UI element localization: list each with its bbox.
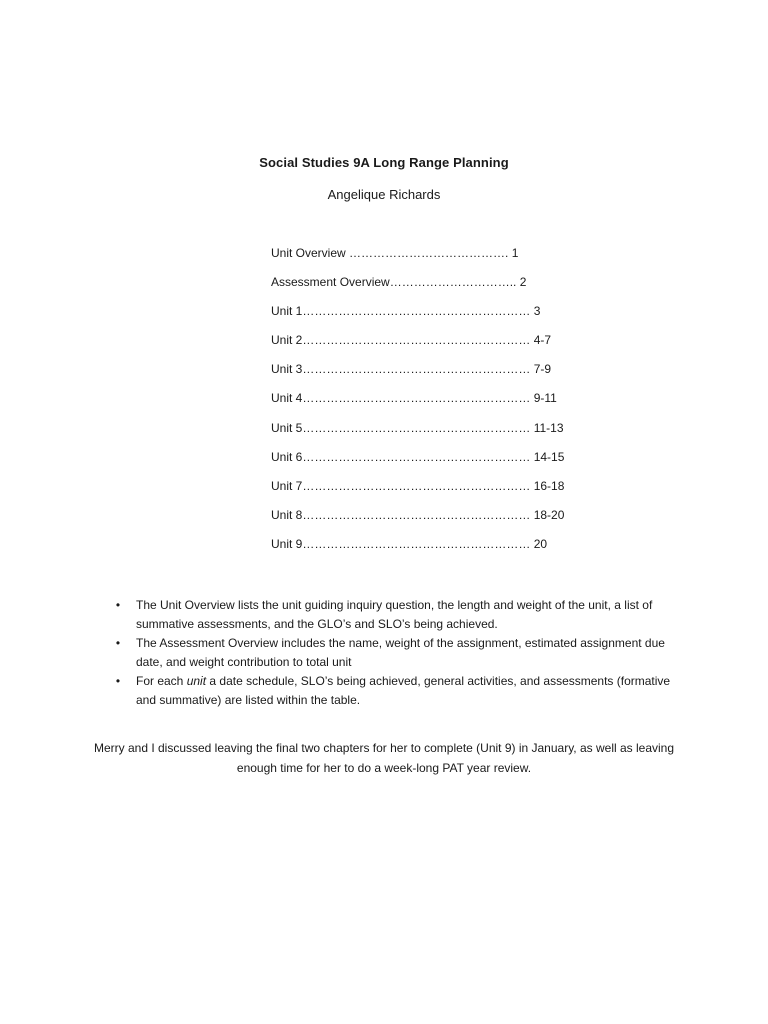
toc-label: Unit 4 (271, 391, 303, 406)
toc-entry-unit-overview (271, 246, 571, 275)
toc-leader: ………………………………………………… (302, 333, 531, 348)
toc-label: Unit Overview (271, 246, 350, 260)
toc-label: Unit 5 (271, 420, 303, 435)
bullet-item-unit-schedule (113, 672, 673, 710)
toc-leader: ………………………………………………… (302, 420, 531, 435)
toc-page: 11-13 (530, 420, 564, 435)
toc-entry-assessment-overview (271, 275, 571, 304)
toc-label: Unit 2 (271, 333, 303, 348)
toc-label: Unit 8 (271, 507, 303, 522)
toc-entry-unit-5 (271, 421, 571, 450)
toc-entry-unit-7 (271, 479, 571, 508)
toc-page: 9-11 (530, 391, 557, 406)
toc-page: 16-18 (530, 478, 565, 493)
bullet-text: For each (136, 674, 187, 688)
toc-leader: ………………………………………………… (302, 507, 531, 522)
toc-label: Unit 6 (271, 449, 303, 464)
toc-entry-unit-9 (271, 537, 571, 566)
toc-entry-unit-4 (271, 391, 571, 420)
bullet-item-unit-overview (113, 596, 673, 634)
toc-entry-unit-2 (271, 333, 571, 362)
toc-label: Unit 1 (271, 304, 303, 319)
closing-paragraph: Merry and I discussed leaving the final two chapters for her to complete (Unit 9) in January, as well as leaving enough time for her to do a week-long PAT year review. (93, 741, 675, 775)
toc-page: 14-15 (530, 449, 565, 464)
document-author: Angelique Richards (327, 187, 441, 202)
toc-entry-unit-8 (271, 508, 571, 537)
toc-page: 1 (508, 246, 519, 260)
toc-page: 2 (516, 275, 527, 290)
toc-leader: ………………………………………………… (302, 304, 531, 319)
toc-label: Unit 3 (271, 362, 303, 377)
toc-leader: ………………………………………………… (302, 478, 531, 493)
toc-page: 3 (530, 304, 541, 319)
toc-leader: ………………………………………………… (302, 449, 531, 464)
toc-page: 7-9 (530, 362, 552, 377)
toc-page: 4-7 (530, 333, 552, 348)
document-title: Social Studies 9A Long Range Planning (259, 155, 509, 170)
bullet-text: The Unit Overview lists the unit guiding inquiry question, the length and weight of the unit, a list of summative assessments, and the GLO’s and SLO’s being achieved. (136, 598, 653, 631)
bullet-item-assessment-overview (113, 634, 673, 672)
toc-label: Assessment Overview (271, 275, 390, 290)
toc-leader: ………………………………………………… (302, 362, 531, 377)
toc-label: Unit 9 (271, 536, 303, 551)
table-of-contents (271, 246, 571, 566)
bullet-point-icon: • (115, 598, 121, 612)
toc-leader: ………………………….. (389, 275, 517, 290)
toc-page: 18-20 (530, 507, 565, 522)
bullet-text-emphasis: unit (186, 674, 207, 688)
bullet-list (113, 596, 673, 710)
toc-entry-unit-6 (271, 450, 571, 479)
toc-leader: ………………………………………………… (302, 536, 531, 551)
toc-leader: ………………………………………………… (302, 391, 531, 406)
bullet-text: a date schedule, SLO’s being achieved, general activities, and assessments (formative and summative) are listed within the table. (136, 674, 671, 707)
toc-label: Unit 7 (271, 478, 303, 493)
toc-leader: …………………………………. (349, 246, 509, 260)
bullet-text: The Assessment Overview includes the name, weight of the assignment, estimated assignment due date, and weight contribution to total unit (136, 636, 665, 669)
toc-entry-unit-1 (271, 304, 571, 333)
toc-page: 20 (530, 536, 548, 551)
toc-entry-unit-3 (271, 362, 571, 391)
bullet-point-icon: • (115, 636, 121, 650)
bullet-point-icon: • (115, 674, 121, 688)
